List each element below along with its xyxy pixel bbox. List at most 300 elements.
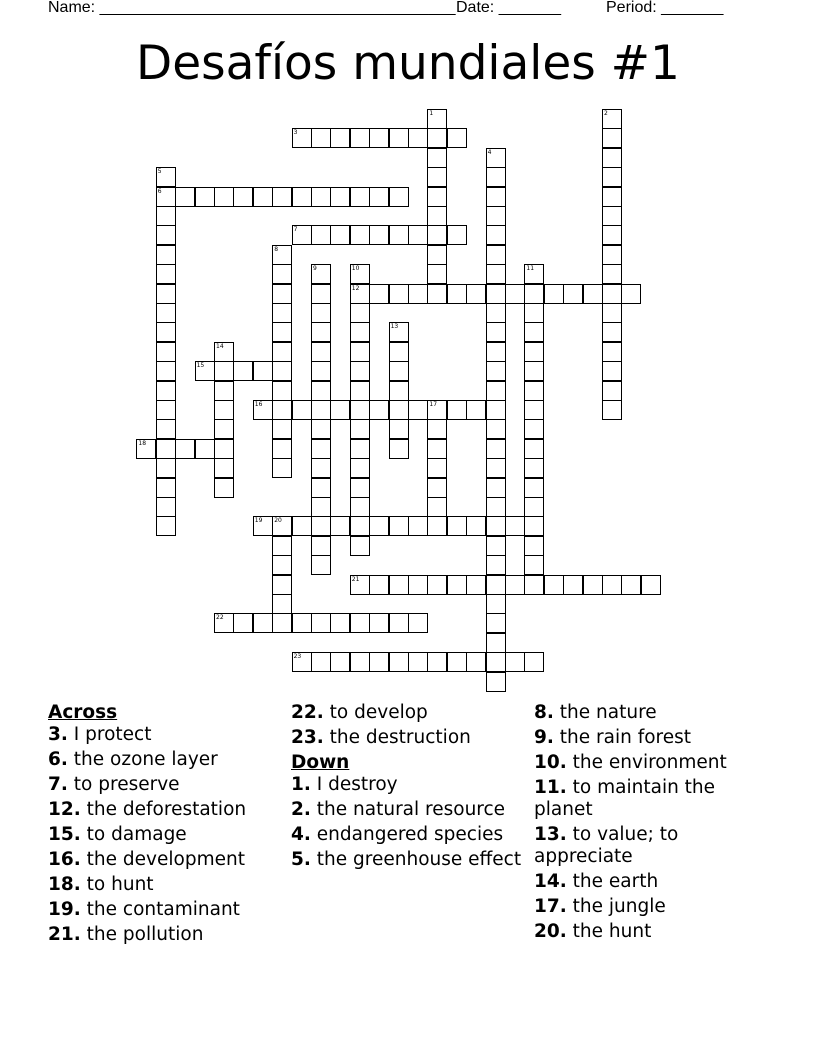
grid-cell[interactable]	[311, 536, 331, 556]
grid-cell[interactable]	[641, 575, 661, 595]
grid-cell[interactable]	[389, 322, 409, 342]
grid-cell[interactable]	[621, 575, 641, 595]
clue-number: 16	[254, 401, 263, 408]
grid-cell[interactable]	[195, 439, 215, 459]
grid-cell[interactable]	[311, 555, 331, 575]
across-clue	[291, 727, 527, 749]
grid-cell[interactable]	[427, 206, 447, 226]
grid-cell[interactable]	[602, 225, 622, 245]
grid-cell[interactable]	[408, 400, 428, 420]
grid-cell[interactable]	[311, 128, 331, 148]
grid-cell[interactable]	[466, 516, 486, 536]
clue-number-label: 5.	[291, 849, 311, 870]
clue-number: 19	[254, 517, 263, 525]
grid-cell[interactable]	[156, 264, 176, 284]
grid-cell[interactable]	[486, 497, 506, 517]
grid-cell[interactable]	[330, 613, 350, 633]
clue-number-label: 12.	[48, 799, 81, 820]
clue-column-3	[534, 702, 770, 946]
grid-cell[interactable]	[389, 439, 409, 459]
clue-text: the environment	[572, 752, 727, 773]
grid-cell[interactable]	[486, 361, 506, 381]
grid-cell[interactable]	[486, 400, 506, 420]
grid-cell[interactable]	[292, 652, 312, 672]
period-field[interactable]: Period: _______	[606, 0, 724, 16]
grid-cell[interactable]	[292, 128, 312, 148]
grid-cell[interactable]	[156, 419, 176, 439]
clue-number: 2	[604, 110, 608, 117]
grid-cell[interactable]	[408, 575, 428, 595]
grid-cell[interactable]	[524, 652, 544, 672]
grid-cell[interactable]	[524, 264, 544, 284]
grid-cell[interactable]	[311, 516, 331, 536]
grid-cell[interactable]	[350, 575, 370, 595]
grid-cell[interactable]	[272, 245, 292, 265]
grid-cell[interactable]	[602, 167, 622, 187]
grid-cell[interactable]	[156, 361, 176, 381]
grid-cell[interactable]	[350, 400, 370, 420]
grid-cell[interactable]	[524, 381, 544, 401]
grid-cell[interactable]	[427, 439, 447, 459]
clue-text: endangered species	[316, 824, 504, 845]
grid-cell[interactable]	[447, 284, 467, 304]
grid-cell[interactable]	[292, 225, 312, 245]
grid-cell[interactable]	[447, 225, 467, 245]
grid-cell[interactable]	[486, 516, 506, 536]
grid-cell[interactable]	[214, 381, 234, 401]
grid-cell[interactable]	[389, 361, 409, 381]
grid-cell[interactable]	[214, 187, 234, 207]
grid-cell[interactable]	[292, 400, 312, 420]
across-clue	[48, 749, 284, 771]
grid-cell[interactable]	[486, 245, 506, 265]
across-clue	[48, 774, 284, 796]
clue-number-label: 1.	[291, 774, 311, 795]
across-heading: Across	[48, 702, 118, 723]
grid-cell[interactable]	[427, 652, 447, 672]
grid-cell[interactable]	[524, 555, 544, 575]
grid-cell[interactable]	[524, 439, 544, 459]
grid-cell[interactable]	[330, 516, 350, 536]
grid-cell[interactable]	[602, 187, 622, 207]
grid-cell[interactable]	[272, 361, 292, 381]
grid-cell[interactable]	[621, 284, 641, 304]
grid-cell[interactable]	[563, 284, 583, 304]
grid-cell[interactable]	[272, 575, 292, 595]
grid-cell[interactable]	[214, 478, 234, 498]
grid-cell[interactable]	[253, 361, 273, 381]
grid-cell[interactable]	[466, 652, 486, 672]
grid-cell[interactable]	[350, 225, 370, 245]
grid-cell[interactable]	[272, 381, 292, 401]
grid-cell[interactable]	[447, 575, 467, 595]
grid-cell[interactable]	[369, 225, 389, 245]
grid-cell[interactable]	[369, 400, 389, 420]
grid-cell[interactable]	[389, 400, 409, 420]
grid-cell[interactable]	[272, 342, 292, 362]
grid-cell[interactable]	[486, 342, 506, 362]
grid-cell[interactable]	[427, 575, 447, 595]
grid-cell[interactable]	[602, 575, 622, 595]
grid-cell[interactable]	[272, 187, 292, 207]
grid-cell[interactable]	[524, 575, 544, 595]
clue-number-label: 11.	[534, 777, 567, 798]
down-clue	[291, 824, 527, 846]
grid-cell[interactable]	[486, 478, 506, 498]
grid-cell[interactable]	[389, 225, 409, 245]
grid-cell[interactable]	[214, 458, 234, 478]
grid-cell[interactable]	[330, 128, 350, 148]
grid-cell[interactable]	[369, 128, 389, 148]
grid-cell[interactable]	[486, 594, 506, 614]
grid-cell[interactable]	[311, 478, 331, 498]
grid-cell[interactable]	[486, 148, 506, 168]
grid-cell[interactable]	[350, 478, 370, 498]
grid-cell[interactable]	[602, 361, 622, 381]
grid-cell[interactable]	[311, 225, 331, 245]
grid-cell[interactable]	[350, 613, 370, 633]
grid-cell[interactable]	[195, 361, 215, 381]
grid-cell[interactable]	[486, 264, 506, 284]
grid-cell[interactable]	[427, 187, 447, 207]
grid-cell[interactable]	[350, 419, 370, 439]
grid-cell[interactable]	[602, 322, 622, 342]
grid-cell[interactable]	[408, 225, 428, 245]
grid-cell[interactable]	[175, 187, 195, 207]
grid-cell[interactable]	[311, 400, 331, 420]
grid-cell[interactable]	[195, 187, 215, 207]
grid-cell[interactable]	[350, 303, 370, 323]
grid-cell[interactable]	[602, 264, 622, 284]
grid-cell[interactable]	[214, 400, 234, 420]
grid-cell[interactable]	[486, 206, 506, 226]
clue-number: 11	[526, 265, 535, 273]
grid-cell[interactable]	[156, 497, 176, 517]
clue-number: 20	[274, 517, 282, 525]
grid-cell[interactable]	[505, 575, 525, 595]
grid-cell[interactable]	[505, 652, 525, 672]
clue-text: to preserve	[73, 774, 180, 795]
grid-cell[interactable]	[350, 322, 370, 342]
grid-cell[interactable]	[272, 284, 292, 304]
grid-cell[interactable]	[447, 652, 467, 672]
grid-cell[interactable]	[427, 478, 447, 498]
grid-cell[interactable]	[272, 419, 292, 439]
grid-cell[interactable]	[156, 322, 176, 342]
grid-cell[interactable]	[214, 342, 234, 362]
clue-number: 15	[196, 362, 205, 370]
grid-cell[interactable]	[350, 516, 370, 536]
grid-cell[interactable]	[311, 419, 331, 439]
grid-cell[interactable]	[602, 381, 622, 401]
grid-cell[interactable]	[389, 613, 409, 633]
grid-cell[interactable]	[156, 400, 176, 420]
grid-cell[interactable]	[389, 342, 409, 362]
grid-cell[interactable]	[427, 516, 447, 536]
grid-cell[interactable]	[369, 516, 389, 536]
grid-cell[interactable]	[408, 128, 428, 148]
grid-cell[interactable]	[486, 652, 506, 672]
grid-cell[interactable]	[350, 342, 370, 362]
grid-cell[interactable]	[427, 225, 447, 245]
grid-cell[interactable]	[524, 303, 544, 323]
grid-cell[interactable]	[486, 575, 506, 595]
grid-cell[interactable]	[311, 361, 331, 381]
clue-text: the natural resource	[316, 799, 506, 820]
grid-cell[interactable]	[156, 303, 176, 323]
grid-cell[interactable]	[253, 613, 273, 633]
clue-number-label: 2.	[291, 799, 311, 820]
grid-cell[interactable]	[524, 536, 544, 556]
name-field[interactable]: Name: ________________________________________	[48, 0, 456, 16]
grid-cell[interactable]	[272, 322, 292, 342]
grid-cell[interactable]	[466, 575, 486, 595]
clue-number-label: 14.	[534, 871, 567, 892]
grid-cell[interactable]	[544, 284, 564, 304]
grid-cell[interactable]	[447, 400, 467, 420]
grid-cell[interactable]	[486, 613, 506, 633]
grid-cell[interactable]	[602, 128, 622, 148]
grid-cell[interactable]	[389, 128, 409, 148]
grid-cell[interactable]	[369, 652, 389, 672]
grid-cell[interactable]	[292, 516, 312, 536]
grid-cell[interactable]	[233, 361, 253, 381]
grid-cell[interactable]	[369, 284, 389, 304]
grid-cell[interactable]	[524, 497, 544, 517]
grid-cell[interactable]	[486, 225, 506, 245]
clue-text: the deforestation	[86, 799, 247, 820]
clue-text: to maintain the planet	[534, 777, 716, 820]
grid-cell[interactable]	[524, 458, 544, 478]
grid-cell[interactable]	[389, 516, 409, 536]
grid-cell[interactable]	[214, 361, 234, 381]
grid-cell[interactable]	[505, 284, 525, 304]
grid-cell[interactable]	[350, 284, 370, 304]
grid-cell[interactable]	[602, 206, 622, 226]
grid-cell[interactable]	[369, 613, 389, 633]
grid-cell[interactable]	[350, 187, 370, 207]
grid-cell[interactable]	[427, 264, 447, 284]
grid-cell[interactable]	[156, 167, 176, 187]
grid-cell[interactable]	[524, 400, 544, 420]
grid-cell[interactable]	[389, 187, 409, 207]
grid-cell[interactable]	[427, 109, 447, 129]
grid-cell[interactable]	[350, 652, 370, 672]
grid-cell[interactable]	[350, 361, 370, 381]
date-field[interactable]: Date: _______	[456, 0, 561, 16]
grid-cell[interactable]	[311, 342, 331, 362]
grid-cell[interactable]	[486, 439, 506, 459]
grid-cell[interactable]	[602, 245, 622, 265]
grid-cell[interactable]	[602, 148, 622, 168]
grid-cell[interactable]	[156, 439, 176, 459]
grid-cell[interactable]	[311, 187, 331, 207]
grid-cell[interactable]	[156, 458, 176, 478]
grid-cell[interactable]	[311, 264, 331, 284]
grid-cell[interactable]	[311, 613, 331, 633]
grid-cell[interactable]	[505, 516, 525, 536]
grid-cell[interactable]	[233, 613, 253, 633]
grid-cell[interactable]	[136, 439, 156, 459]
grid-cell[interactable]	[214, 419, 234, 439]
clue-number: 1	[429, 110, 434, 117]
grid-cell[interactable]	[156, 245, 176, 265]
grid-cell[interactable]	[311, 439, 331, 459]
grid-cell[interactable]	[427, 245, 447, 265]
grid-cell[interactable]	[272, 458, 292, 478]
grid-cell[interactable]	[253, 516, 273, 536]
grid-cell[interactable]	[389, 575, 409, 595]
clue-number: 6	[157, 187, 162, 195]
grid-cell[interactable]	[369, 575, 389, 595]
grid-cell[interactable]	[350, 458, 370, 478]
grid-cell[interactable]	[486, 633, 506, 653]
grid-cell[interactable]	[350, 536, 370, 556]
grid-cell[interactable]	[311, 322, 331, 342]
grid-cell[interactable]	[563, 575, 583, 595]
grid-cell[interactable]	[524, 284, 544, 304]
grid-cell[interactable]	[486, 167, 506, 187]
clue-text: to develop	[329, 702, 428, 723]
grid-cell[interactable]	[156, 206, 176, 226]
grid-cell[interactable]	[156, 187, 176, 207]
grid-cell[interactable]	[175, 439, 195, 459]
grid-cell[interactable]	[369, 187, 389, 207]
clue-number-label: 8.	[534, 702, 554, 723]
grid-cell[interactable]	[214, 613, 234, 633]
grid-cell[interactable]	[350, 439, 370, 459]
down-heading: Down	[291, 752, 350, 773]
grid-cell[interactable]	[350, 497, 370, 517]
grid-cell[interactable]	[427, 497, 447, 517]
grid-cell[interactable]	[233, 187, 253, 207]
grid-cell[interactable]	[330, 652, 350, 672]
grid-cell[interactable]	[447, 128, 467, 148]
grid-cell[interactable]	[602, 303, 622, 323]
grid-cell[interactable]	[466, 284, 486, 304]
grid-cell[interactable]	[524, 516, 544, 536]
grid-cell[interactable]	[486, 322, 506, 342]
grid-cell[interactable]	[156, 342, 176, 362]
grid-cell[interactable]	[602, 342, 622, 362]
grid-cell[interactable]	[330, 187, 350, 207]
grid-cell[interactable]	[311, 497, 331, 517]
grid-cell[interactable]	[272, 555, 292, 575]
across-clue	[48, 799, 284, 821]
grid-cell[interactable]	[602, 284, 622, 304]
grid-cell[interactable]	[486, 284, 506, 304]
grid-cell[interactable]	[156, 381, 176, 401]
grid-cell[interactable]	[408, 652, 428, 672]
grid-cell[interactable]	[524, 478, 544, 498]
grid-cell[interactable]	[156, 284, 176, 304]
grid-cell[interactable]	[272, 264, 292, 284]
grid-cell[interactable]	[311, 652, 331, 672]
grid-cell[interactable]	[408, 284, 428, 304]
grid-cell[interactable]	[311, 284, 331, 304]
grid-cell[interactable]	[156, 516, 176, 536]
clue-text: to hunt	[86, 874, 154, 895]
grid-cell[interactable]	[486, 303, 506, 323]
grid-cell[interactable]	[272, 536, 292, 556]
clue-text: the nature	[559, 702, 657, 723]
grid-cell[interactable]	[311, 303, 331, 323]
grid-cell[interactable]	[486, 187, 506, 207]
grid-cell[interactable]	[524, 361, 544, 381]
clue-text: the rain forest	[559, 727, 692, 748]
grid-cell[interactable]	[292, 187, 312, 207]
grid-cell[interactable]	[427, 400, 447, 420]
grid-cell[interactable]	[389, 652, 409, 672]
grid-cell[interactable]	[350, 128, 370, 148]
grid-cell[interactable]	[427, 458, 447, 478]
grid-cell[interactable]	[330, 225, 350, 245]
grid-cell[interactable]	[330, 400, 350, 420]
grid-cell[interactable]	[214, 439, 234, 459]
grid-cell[interactable]	[486, 672, 506, 692]
grid-cell[interactable]	[427, 128, 447, 148]
grid-cell[interactable]	[447, 516, 467, 536]
grid-cell[interactable]	[389, 284, 409, 304]
grid-cell[interactable]	[156, 478, 176, 498]
grid-cell[interactable]	[253, 187, 273, 207]
grid-cell[interactable]	[486, 536, 506, 556]
grid-cell[interactable]	[466, 400, 486, 420]
grid-cell[interactable]	[272, 303, 292, 323]
grid-cell[interactable]	[272, 594, 292, 614]
grid-cell[interactable]	[486, 458, 506, 478]
clue-number-label: 9.	[534, 727, 554, 748]
clue-text: I destroy	[316, 774, 398, 795]
grid-cell[interactable]	[524, 342, 544, 362]
grid-cell[interactable]	[408, 613, 428, 633]
grid-cell[interactable]	[602, 109, 622, 129]
grid-cell[interactable]	[350, 264, 370, 284]
grid-cell[interactable]	[272, 439, 292, 459]
grid-cell[interactable]	[311, 381, 331, 401]
grid-cell[interactable]	[486, 419, 506, 439]
grid-cell[interactable]	[292, 613, 312, 633]
across-clue	[48, 849, 284, 871]
grid-cell[interactable]	[156, 225, 176, 245]
grid-cell[interactable]	[544, 575, 564, 595]
down-clue	[534, 777, 770, 821]
grid-cell[interactable]	[524, 322, 544, 342]
grid-cell[interactable]	[427, 148, 447, 168]
grid-cell[interactable]	[486, 555, 506, 575]
clue-number: 10	[351, 265, 360, 273]
grid-cell[interactable]	[583, 575, 603, 595]
grid-cell[interactable]	[389, 381, 409, 401]
grid-cell[interactable]	[272, 400, 292, 420]
clue-text: I protect	[73, 724, 152, 745]
grid-cell[interactable]	[350, 381, 370, 401]
grid-cell[interactable]	[427, 419, 447, 439]
grid-cell[interactable]	[427, 167, 447, 187]
grid-cell[interactable]	[272, 516, 292, 536]
down-clue	[534, 871, 770, 893]
grid-cell[interactable]	[253, 400, 273, 420]
grid-cell[interactable]	[486, 381, 506, 401]
grid-cell[interactable]	[583, 284, 603, 304]
grid-cell[interactable]	[524, 419, 544, 439]
grid-cell[interactable]	[272, 613, 292, 633]
grid-cell[interactable]	[602, 400, 622, 420]
grid-cell[interactable]	[408, 516, 428, 536]
grid-cell[interactable]	[311, 458, 331, 478]
grid-cell[interactable]	[389, 419, 409, 439]
grid-cell[interactable]	[427, 284, 447, 304]
